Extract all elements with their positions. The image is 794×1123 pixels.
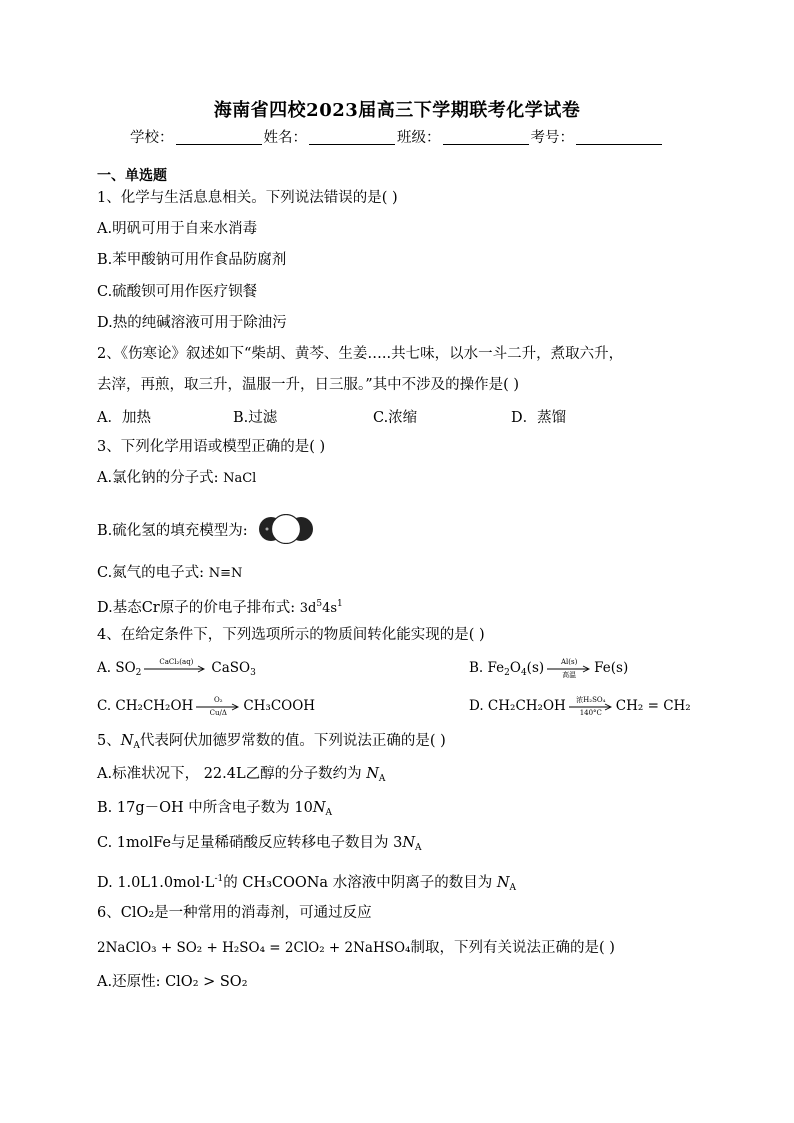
school-label: 学校： xyxy=(130,130,174,146)
q4-c-condition-bottom: Cu/Δ xyxy=(209,708,227,717)
q4-option-b xyxy=(469,658,628,683)
q5-na-symbol: N xyxy=(120,733,134,749)
q2-option-b: B.过滤 xyxy=(233,410,278,426)
q1-option-a: A.明矾可用于自来水消毒 xyxy=(97,221,258,237)
q5-stem xyxy=(97,731,446,756)
q4-c-condition-top: O₂ xyxy=(214,695,223,704)
q4-d-condition-top: 浓H₂SO₄ xyxy=(576,695,606,704)
q4-b-product: Fe(s) xyxy=(594,660,629,676)
q5-a-na: N xyxy=(366,766,379,782)
q5-option-b xyxy=(97,798,332,823)
class-label: 班级： xyxy=(397,130,441,146)
q3-option-b xyxy=(97,514,316,544)
school-blank[interactable] xyxy=(176,130,262,145)
q6-option-a: A.还原性: ClO₂ > SO₂ xyxy=(97,974,248,990)
q5-b-na: N xyxy=(312,800,326,816)
q4-c-product: CH₃COOH xyxy=(243,698,316,714)
q4-a-condition: CaCl₂(aq) xyxy=(159,657,194,666)
q4-b-condition-bottom: 高温 xyxy=(562,670,577,679)
section-title: 一、单选题 xyxy=(97,168,167,184)
q4-c-reactant: C. CH₂CH₂OH xyxy=(97,698,194,714)
q4-d-condition-bottom: 140°C xyxy=(579,708,602,717)
reaction-arrow-icon xyxy=(546,659,592,679)
q3-stem: 3、下列化学用语或模型正确的是( ) xyxy=(97,439,326,455)
q2-options xyxy=(97,406,566,427)
q6-equation: 2NaClO₃ + SO₂ + H₂SO₄ = 2ClO₂ + 2NaHSO₄ xyxy=(97,940,411,956)
q1-option-b: B.苯甲酸钠可用作食品防腐剂 xyxy=(97,252,287,268)
q3-c-formula: N≡N xyxy=(208,566,243,581)
q2-option-a: A．加热 xyxy=(97,410,151,426)
q4-a-product-sub: 3 xyxy=(250,668,256,678)
q4-a-product: CaSO xyxy=(211,660,251,676)
class-blank[interactable] xyxy=(443,130,529,145)
q5-c-na-sub: A xyxy=(415,843,422,853)
exam-no-label: 考号： xyxy=(530,130,574,146)
q4-stem: 4、在给定条件下，下列选项所示的物质间转化能实现的是( ) xyxy=(97,627,485,643)
q3-a-label: A.氯化钠的分子式: xyxy=(97,470,224,486)
q5-option-d xyxy=(97,869,516,898)
q1-option-d: D.热的纯碱溶液可用于除油污 xyxy=(97,315,287,331)
exam-title: 海南省四校2023届高三下学期联考化学试卷 xyxy=(213,100,581,121)
student-info-line xyxy=(0,126,794,147)
q6-stem-text: 制取，下列有关说法正确的是( ) xyxy=(410,940,615,956)
q3-d-3d: 3d xyxy=(299,601,317,616)
name-label: 姓名： xyxy=(263,130,307,146)
q2-option-c: C.浓缩 xyxy=(373,410,418,426)
q4-a-sub: 2 xyxy=(135,668,142,678)
q2-stem-line2: 去滓，再煎，取三升，温服一升，日三服。”其中不涉及的操作是( ) xyxy=(97,377,520,393)
q5-a-text: A.标准状况下， 22.4L乙醇的分子数约为 xyxy=(97,766,367,782)
q3-option-d xyxy=(97,594,343,619)
q1-stem: 1、化学与生活息息相关。下列说法错误的是( ) xyxy=(97,190,398,206)
q5-stem-text: 代表阿伏加德罗常数的值。下列说法正确的是( ) xyxy=(139,733,446,749)
q5-option-a xyxy=(97,764,385,789)
h2s-space-filling-model-icon xyxy=(256,514,316,544)
q3-option-a xyxy=(97,468,256,489)
q5-a-na-sub: A xyxy=(378,774,386,784)
q4-b-reactant: B. Fe xyxy=(469,660,505,676)
name-blank[interactable] xyxy=(309,130,395,145)
q5-b-na-sub: A xyxy=(325,808,332,818)
q3-d-4s: 4s xyxy=(322,601,338,616)
q5-number: 5、 xyxy=(97,733,121,749)
q3-c-label: C.氮气的电子式: xyxy=(97,565,209,581)
q5-d-na: N xyxy=(496,875,510,891)
q5-option-c xyxy=(97,833,422,858)
exam-no-blank[interactable] xyxy=(576,130,662,145)
q5-d-na-sub: A xyxy=(509,883,516,893)
q1-option-c: C.硫酸钡可用作医疗钡餐 xyxy=(97,284,258,300)
q4-b-condition-top: Al(s) xyxy=(560,657,578,666)
reaction-arrow-icon xyxy=(568,697,614,717)
q2-stem-line1: 2、《伤寒论》叙述如下“柴胡、黄芩、生姜…..共七味，以水一斗二升，煮取六升， xyxy=(97,346,624,362)
q4-a-reactant: A. SO xyxy=(97,660,136,676)
q6-stem-line2 xyxy=(97,938,615,958)
reaction-arrow-icon xyxy=(195,697,241,717)
q4-option-d xyxy=(469,696,691,717)
q3-b-label: B.硫化氢的填充模型为: xyxy=(97,523,248,539)
q5-d-text2: 的 CH₃COONa 水溶液中阴离子的数目为 xyxy=(223,875,497,891)
q4-b-state: (s) xyxy=(526,660,545,676)
q5-d-text1: D. 1.0L1.0mol·L xyxy=(97,875,215,891)
q5-na-sub: A xyxy=(133,741,140,751)
q2-option-d: D．蒸馏 xyxy=(511,410,567,426)
q5-c-text: C. 1molFe与足量稀硝酸反应转移电子数目为 3 xyxy=(97,835,403,851)
q5-d-sup: -1 xyxy=(214,874,224,884)
q4-d-product: CH₂ = CH₂ xyxy=(615,698,691,714)
q4-d-reactant: D. CH₂CH₂OH xyxy=(469,698,566,714)
q4-option-c xyxy=(97,695,691,717)
reaction-arrow-icon xyxy=(143,659,209,679)
q4-option-a xyxy=(97,657,629,683)
q4-b-sub1: 2 xyxy=(504,668,510,678)
q3-d-label: D.基态Cr原子的价电子排布式: xyxy=(97,600,300,616)
q5-c-na: N xyxy=(402,835,416,851)
q3-a-formula: NaCl xyxy=(223,471,257,486)
q6-stem-line1: 6、ClO₂是一种常用的消毒剂，可通过反应 xyxy=(97,905,372,921)
q3-option-c xyxy=(97,563,242,584)
q4-b-sub2: 4 xyxy=(520,668,527,678)
q3-d-sup2: 1 xyxy=(337,599,343,609)
q3-d-sup1: 5 xyxy=(316,599,323,609)
q5-b-text: B. 17g－OH 中所含电子数为 10 xyxy=(97,800,313,816)
q4-b-o: O xyxy=(509,660,521,676)
